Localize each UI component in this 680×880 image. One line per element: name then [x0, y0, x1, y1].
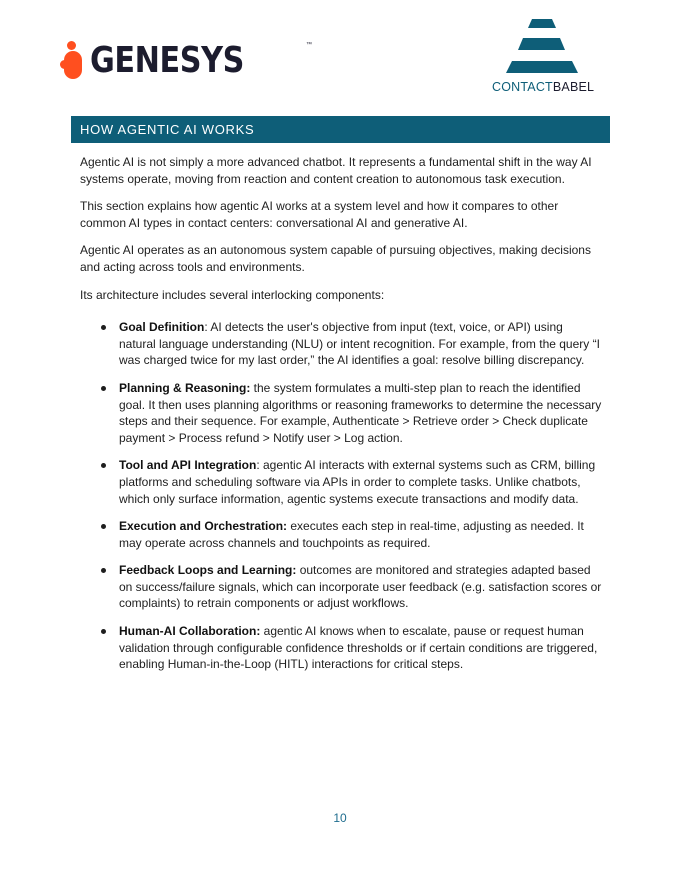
- genesys-logo: [62, 40, 312, 82]
- list-item: [80, 518, 602, 551]
- paragraph-section-scope: This section explains how agentic AI works at a system level and how it compares to other common AI types in contact centers: conversational AI and generative AI.: [80, 199, 559, 230]
- paragraph-intro: Agentic AI is not simply a more advanced chatbot. It represents a fundamental shift in the way AI systems operate, moving from reaction and content creation to autonomous task execution.: [80, 155, 592, 186]
- bullet-icon: [101, 325, 106, 330]
- contactbabel-word-babel: BABEL: [552, 80, 595, 94]
- component-description: the system formulates a multi-step plan to reach the identified goal. It then uses planning algorithms or reasoning frameworks to determine the necessary steps and their sequence. For example, Authenticate > Retrieve order > Check duplicate payment > Process refund > Notify user > Log action.: [119, 380, 602, 445]
- paragraph-architecture-lead: Its architecture includes several interlocking components:: [80, 287, 385, 302]
- component-term: Execution and Orchestration:: [119, 519, 288, 534]
- genesys-trademark: ™: [306, 42, 312, 48]
- contactbabel-pyramid-icon: [488, 16, 600, 78]
- list-item: [80, 380, 602, 446]
- component-description: executes each step in real-time, adjusting as needed. It may operate across channels and touchpoints as required.: [119, 519, 584, 550]
- page-number: 10: [333, 811, 347, 825]
- paragraph-autonomous-system: Agentic AI operates as an autonomous system capable of pursuing objectives, making decisions and acting across tools and environments.: [80, 243, 591, 274]
- bullet-icon: [101, 629, 106, 634]
- contactbabel-word-contact: CONTACT: [492, 80, 553, 94]
- section-header: HOW AGENTIC AI WORKS: [71, 116, 610, 143]
- components-list: [80, 319, 602, 673]
- genesys-mark-icon: [62, 41, 84, 81]
- bullet-icon: [101, 463, 106, 468]
- list-item: [80, 457, 602, 507]
- component-description: : agentic AI interacts with external systems such as CRM, billing platforms and scheduling software via APIs in order to complete tasks. Unlike chatbots, which only surface information, agentic systems execute transactions and modify data.: [119, 458, 596, 506]
- component-term: Planning & Reasoning:: [119, 380, 251, 395]
- component-description: : AI detects the user's objective from input (text, voice, or API) using natural language understanding (NLU) or intent recognition. For example, from the query “I was charged twice for my last order,” the AI identifies a goal: resolve billing discrepancy.: [119, 320, 600, 368]
- list-item: [80, 319, 602, 369]
- component-term: Goal Definition: [119, 320, 205, 335]
- component-term: Human-AI Collaboration:: [119, 624, 261, 639]
- contactbabel-wordmark: [492, 80, 594, 94]
- list-item: [80, 562, 602, 612]
- component-description: agentic AI knows when to escalate, pause or request human validation through configurable confidence thresholds or if certain conditions are triggered, enabling Human-in-the-Loop (HITL) interactions for critical steps.: [119, 624, 598, 672]
- component-description: outcomes are monitored and strategies adapted based on success/failure signals, which can incorporate user feedback (e.g. satisfaction scores or complaints) to retrain components or adjust workflows.: [119, 563, 602, 611]
- bullet-icon: [101, 386, 106, 391]
- body-content: [80, 154, 602, 684]
- component-term: Tool and API Integration: [119, 458, 257, 473]
- genesys-wordmark: GENESYS: [90, 40, 244, 81]
- list-item: [80, 623, 602, 673]
- bullet-icon: [101, 568, 106, 573]
- contactbabel-logo: [488, 16, 600, 96]
- bullet-icon: [101, 524, 106, 529]
- component-term: Feedback Loops and Learning:: [119, 563, 297, 578]
